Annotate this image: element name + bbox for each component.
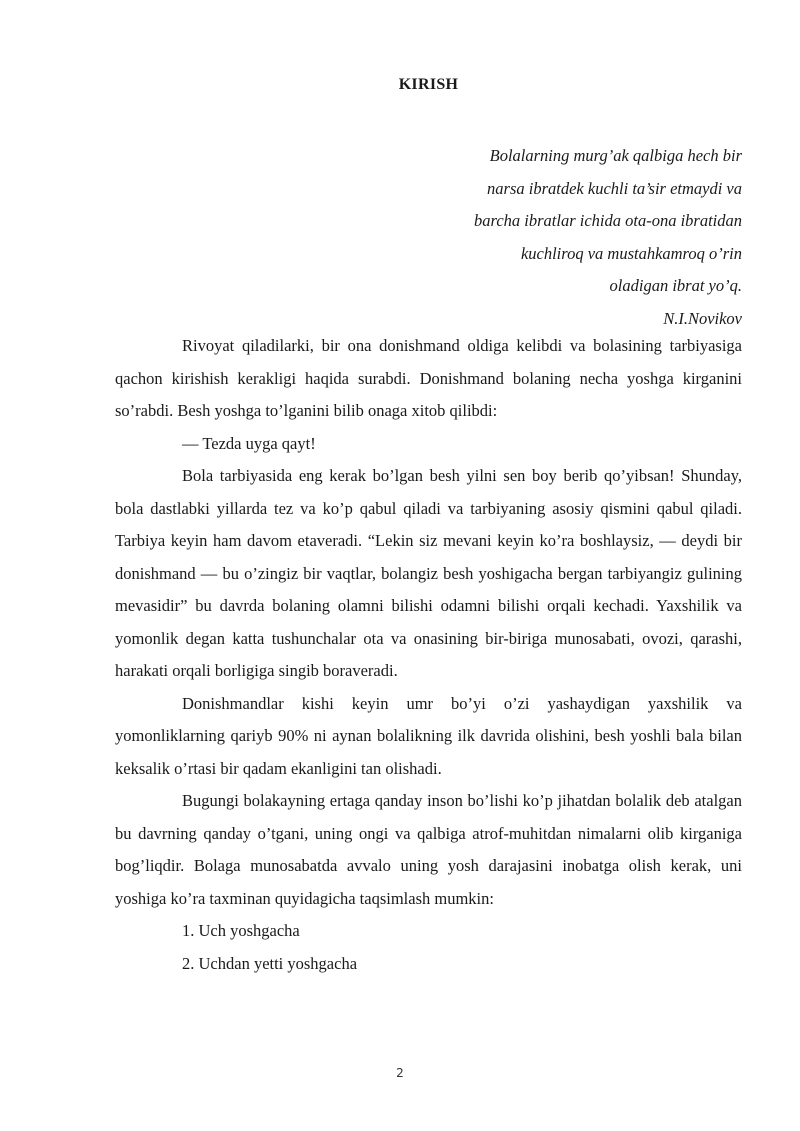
- epigraph-line: narsa ibratdek kuchli ta’sir etmaydi va: [487, 178, 742, 198]
- list-item: 2. Uchdan yetti yoshgacha: [182, 953, 358, 973]
- section-title: KIRISH: [398, 76, 459, 93]
- paragraph: Bola tarbiyasida eng kerak bo’lgan besh yilni sen boy berib qo’yibsan! Shunday, bola dastlabki yillarda tez va ko’p qabul qiladi va tarbiyaning asosiy qismini qabul qiladi. Tarbiya keyin ham davom etaveradi. “Lekin siz mevani keyin ko’ra boshlaysiz, — deydi bir donishmand — bu o’zingiz bir vaqtlar, bolangiz besh yoshigacha bergan tarbiyangiz gulining mevasidir” bu davrda bolaning olamni bilishi odamni bilishi orqali kechadi. Yaxshilik va yomonlik degan katta tushunchalar ota va onasining bir-biriga munosabati, ovozi, qarashi, harakati orqali borligiga singib boraveradi.: [115, 466, 742, 680]
- paragraph: Rivoyat qiladilarki, bir ona donishmand oldiga kelibdi va bolasining tarbiyasiga qachon kirishish kerakligi haqida surabdi. Donishmand bolaning necha yoshga kirganini so’rabdi. Besh yoshga to’lganini bilib onaga xitob qilibdi:: [115, 336, 742, 420]
- epigraph-line: Bolalarning murg’ak qalbiga hech bir: [489, 146, 742, 165]
- body-text: [115, 330, 742, 980]
- page-number: 2: [396, 1066, 404, 1080]
- dialogue-line: — Tezda uyga qayt!: [182, 433, 316, 453]
- epigraph-author: N.I.Novikov: [663, 308, 742, 328]
- epigraph-line: barcha ibratlar ichida ota-ona ibratidan: [474, 211, 742, 230]
- paragraph: Bugungi bolakayning ertaga qanday inson bo’lishi ko’p jihatdan bolalik deb atalgan bu davrning qanday o’tgani, uning ongi va qalbiga atrof-muhitdan nimalarni olib kirganiga bog’liqdir. Bolaga munosabatda avvalo uning yosh darajasini inobatga olish kerak, uni yoshiga ko’ra taxminan quyidagicha taqsimlash mumkin:: [115, 791, 742, 908]
- epigraph-line: oladigan ibrat yo’q.: [609, 276, 742, 295]
- epigraph: [115, 140, 742, 335]
- epigraph-line: kuchliroq va mustahkamroq o’rin: [520, 243, 742, 263]
- list-item: 1. Uch yoshgacha: [182, 921, 300, 940]
- paragraph: Donishmandlar kishi keyin umr bo’yi o’zi yashaydigan yaxshilik va yomonliklarning qariyb 90% ni aynan bolalikning ilk davrida olishini, besh yoshli bala bilan keksalik o’rtasi bir qadam ekanligini tan olishadi.: [115, 693, 742, 778]
